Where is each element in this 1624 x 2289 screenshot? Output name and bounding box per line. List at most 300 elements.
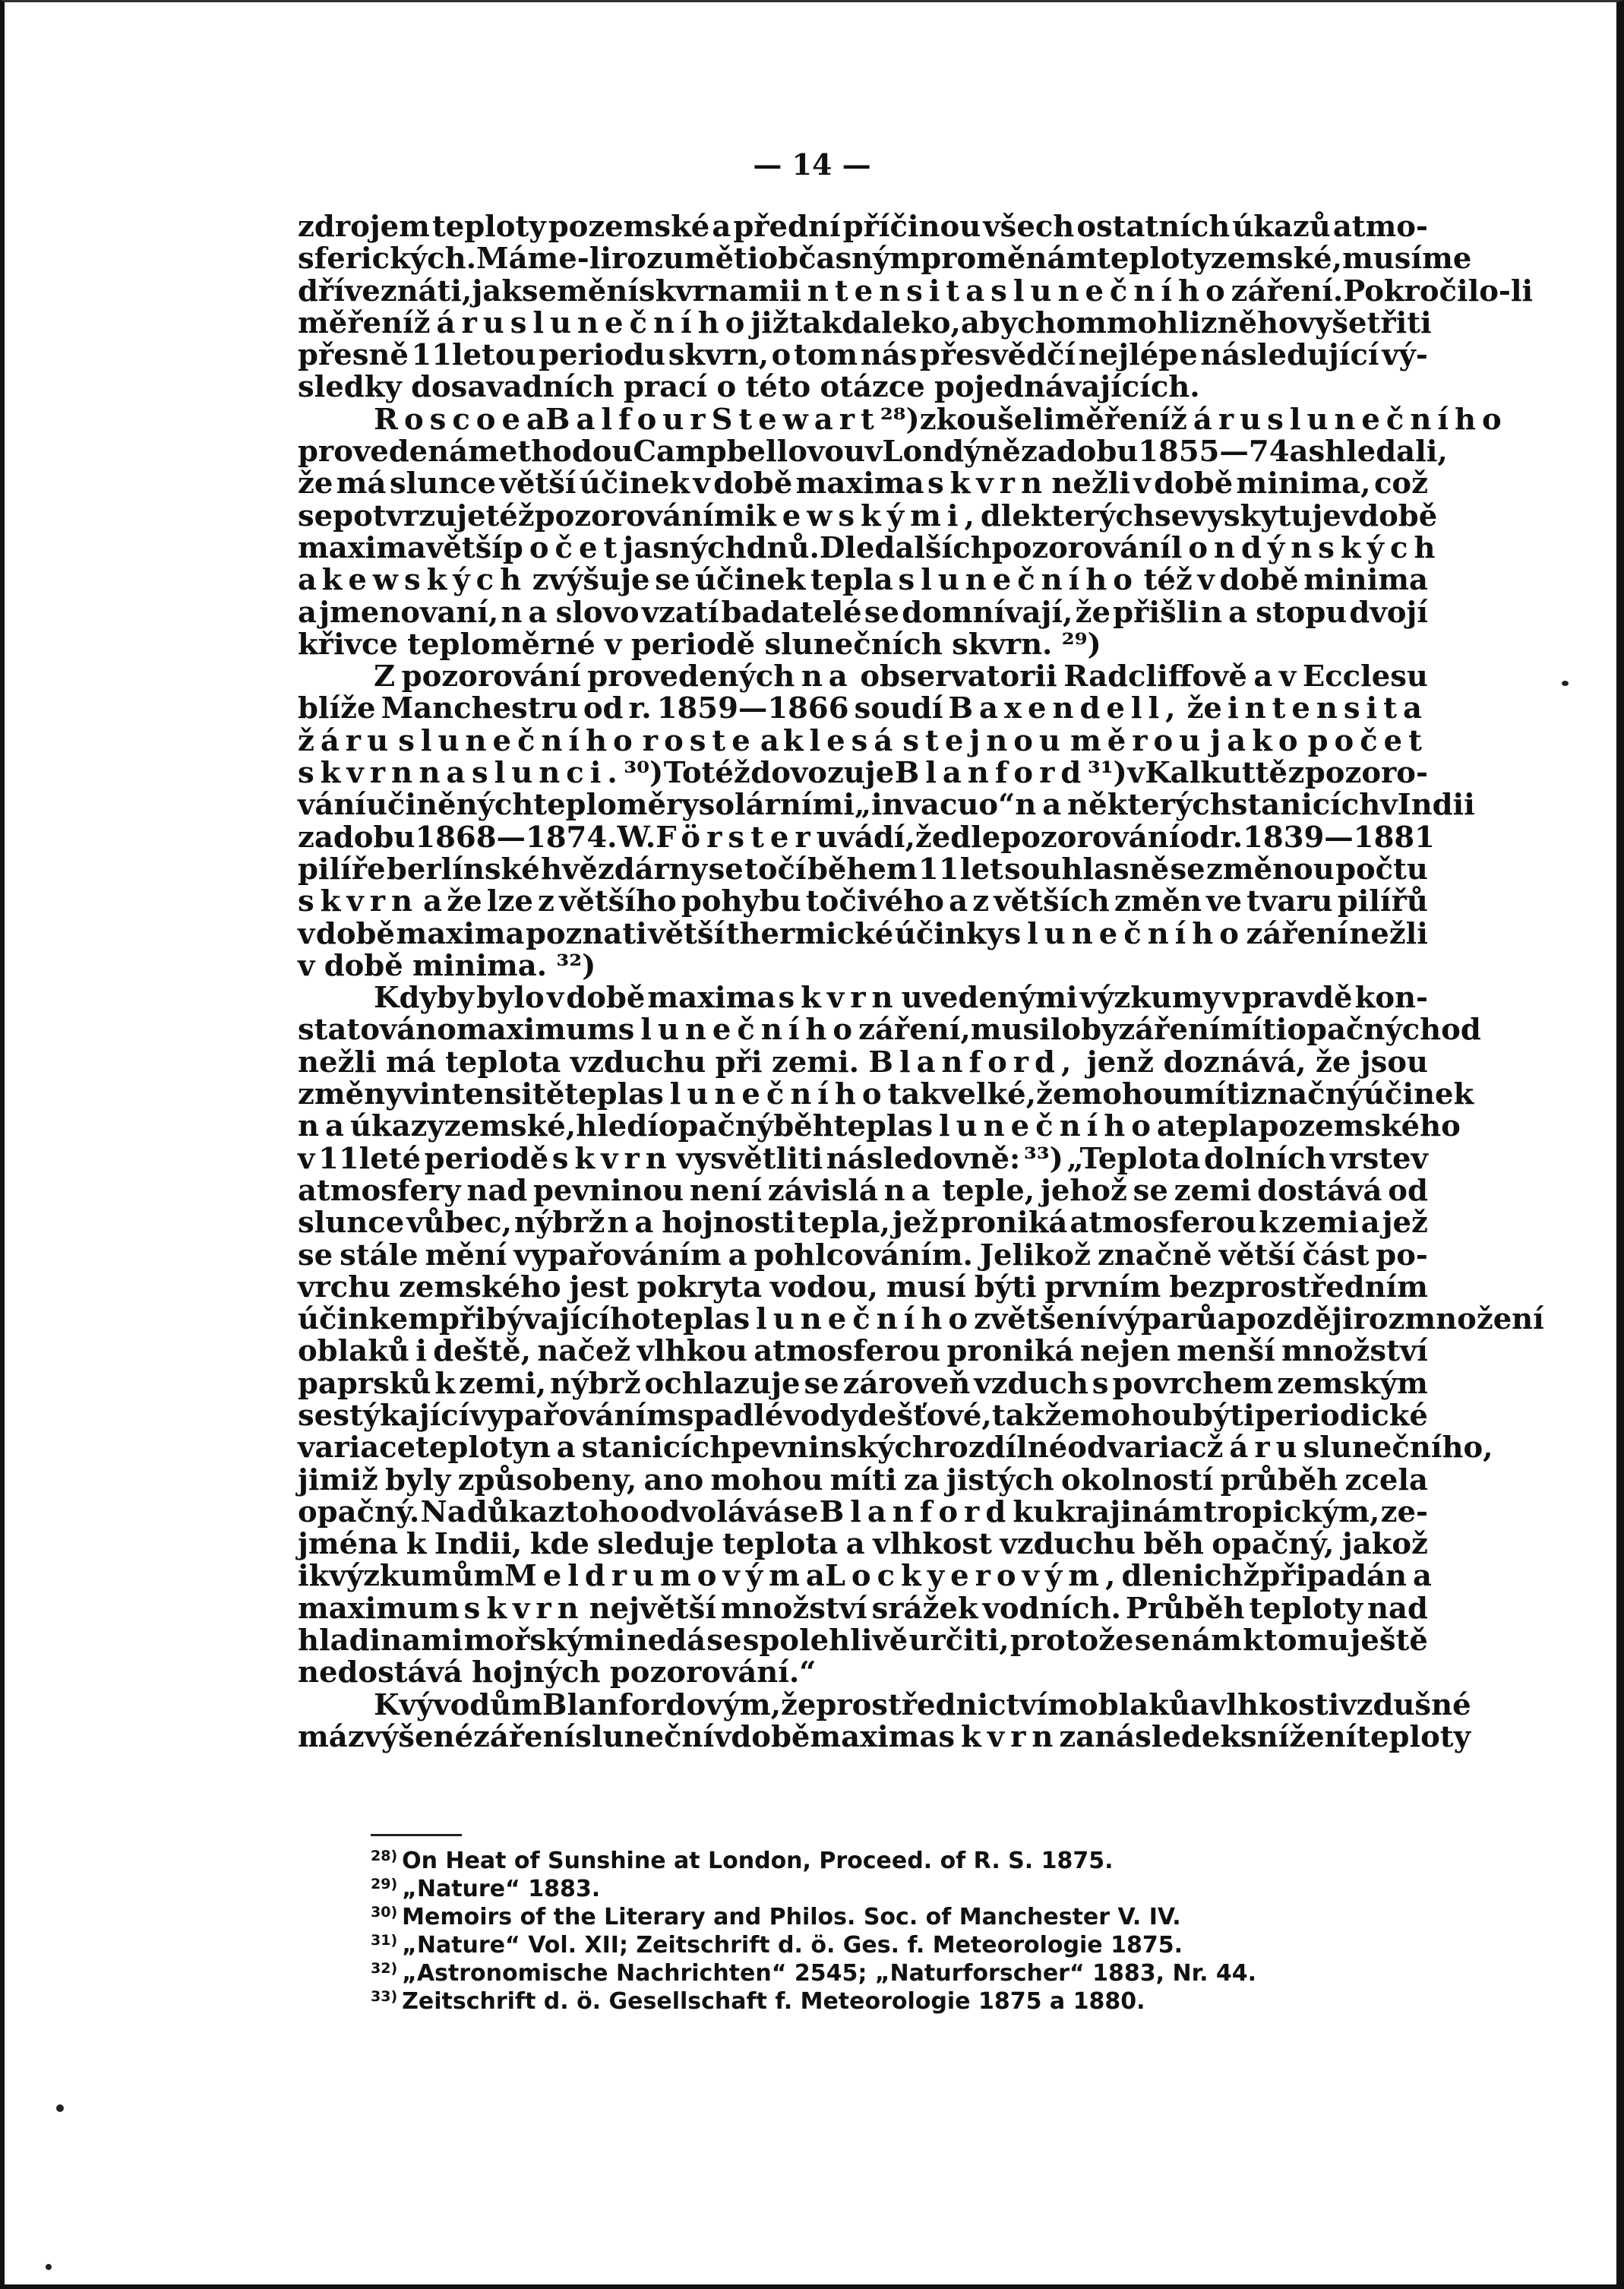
word: záření <box>1118 1013 1221 1048</box>
word: paprsků <box>298 1366 431 1401</box>
scan-speck <box>46 2264 52 2270</box>
word: na <box>1385 1559 1438 1594</box>
word: měření <box>1054 402 1171 437</box>
text-line <box>298 788 1475 823</box>
word: jsou <box>1360 1045 1428 1080</box>
word: teploty <box>1249 1591 1363 1626</box>
word: ³³) <box>1023 1141 1063 1176</box>
word: pilířů <box>1337 884 1428 919</box>
word: tak <box>887 1077 941 1112</box>
word: záření. <box>1231 273 1344 308</box>
word: vacuo“ <box>903 788 1016 823</box>
word: Průběh <box>1125 1591 1245 1626</box>
word: mohou <box>1071 1077 1184 1112</box>
word: žáru <box>298 723 395 758</box>
word: na <box>1201 595 1254 630</box>
word: r. <box>628 691 652 726</box>
word: za <box>1020 435 1057 469</box>
word: dříve <box>298 273 381 308</box>
word: skvrn <box>298 884 419 919</box>
word: dostává <box>1257 1173 1382 1208</box>
word: prostřednictvím <box>816 1687 1079 1722</box>
text-line <box>298 1431 1493 1465</box>
word: nás <box>860 338 918 373</box>
word: variace <box>298 1431 416 1465</box>
word: v <box>546 981 564 1016</box>
word: zemské, <box>1210 242 1343 277</box>
word: vání <box>298 788 366 823</box>
text-line <box>298 1269 1428 1304</box>
word: všech <box>983 210 1075 244</box>
word: výparů <box>1107 1302 1218 1337</box>
word: že <box>447 884 482 919</box>
word: se <box>298 498 333 533</box>
word: zemi. <box>771 1045 860 1080</box>
word: pokryta <box>637 1269 762 1304</box>
word: atmo- <box>1332 210 1428 244</box>
word: Blanford <box>894 756 1088 791</box>
word: následovně: <box>826 1141 1021 1176</box>
word: sferických. <box>298 242 476 277</box>
word: tepla, <box>797 1206 890 1241</box>
text-line <box>298 468 1428 500</box>
word: době <box>1358 498 1438 533</box>
word: dalších <box>874 530 992 565</box>
word: dle <box>980 498 1031 533</box>
word: Ecclesu <box>1302 659 1428 694</box>
word: změnou <box>1205 852 1335 887</box>
word: a <box>526 402 545 437</box>
word: pilíře <box>298 852 386 887</box>
word: míti <box>1183 1077 1251 1112</box>
word: teplota <box>722 1527 839 1562</box>
word: solárními <box>698 788 855 823</box>
word: v <box>1380 788 1398 823</box>
word: se <box>521 273 558 308</box>
text-line <box>298 1719 1471 1754</box>
word: větší <box>648 916 725 951</box>
word: skvrnami <box>638 273 791 308</box>
word: což <box>1373 466 1428 501</box>
word: že <box>298 466 333 501</box>
word: uvádí, <box>816 820 915 855</box>
word: nežli <box>1349 916 1428 951</box>
word: slunečního <box>398 723 639 758</box>
word: slovo <box>555 595 640 630</box>
word: že <box>1315 1045 1351 1080</box>
word: o <box>771 338 791 373</box>
footnote-text: Zeitschrift d. ö. Gesellschaft f. Meteorologie 1875 a 1880. <box>402 1988 1145 2015</box>
word: jehož <box>1040 1173 1127 1208</box>
word: značně <box>1097 1238 1212 1273</box>
word: během <box>807 852 918 887</box>
word: skvrn <box>938 1719 1060 1754</box>
word: vývodům <box>399 1687 542 1722</box>
word: době <box>315 916 395 951</box>
word: zemi, <box>459 1366 547 1401</box>
word: skvrn <box>463 1591 585 1626</box>
word: v <box>693 466 710 501</box>
word: v <box>1197 563 1215 598</box>
word: bezprostředním <box>1169 1269 1428 1304</box>
word: periodě <box>630 627 756 662</box>
word: nad <box>466 1173 528 1208</box>
word: slunečního <box>510 305 751 340</box>
word: nejen <box>1079 1334 1171 1369</box>
footnote <box>371 1929 1358 1957</box>
word: žáru <box>413 305 510 340</box>
word: jenž <box>1086 1045 1155 1080</box>
word: z <box>537 884 554 919</box>
word: vypařováním <box>513 1238 722 1273</box>
word: badatelé <box>721 595 862 630</box>
word: slunečního <box>1004 916 1245 951</box>
body-text <box>298 210 1544 1754</box>
footnote-text: „Nature“ Vol. XII; Zeitschrift d. ö. Ges. f. Meteorologie 1875. <box>402 1932 1183 1959</box>
word: úkazy <box>349 1109 444 1144</box>
word: pozemské <box>548 210 710 244</box>
text-line <box>298 1047 1428 1079</box>
word: dle <box>950 820 1001 855</box>
word: slunečního, <box>1303 1431 1493 1465</box>
word: přišli <box>1113 595 1199 630</box>
word: by <box>1081 1013 1119 1048</box>
word: povrchem <box>1112 1366 1274 1401</box>
word: se <box>298 1238 333 1273</box>
word: vrstev <box>1329 1141 1428 1176</box>
word: zvětšení <box>974 1302 1107 1337</box>
word: Jelikož <box>979 1238 1091 1273</box>
word: pohlcováním. <box>754 1238 973 1273</box>
word: otázce <box>820 370 925 405</box>
word: observatorii <box>860 659 1057 694</box>
word: v <box>1222 981 1240 1016</box>
word: snížení <box>1240 1719 1357 1754</box>
word: kewskými, <box>756 498 981 533</box>
word: sluneční <box>575 1719 715 1754</box>
word: křivce <box>298 627 398 662</box>
word: klesá <box>782 723 899 758</box>
word: statováno <box>298 1013 457 1048</box>
word: periodě <box>424 1141 549 1176</box>
word: stanicích <box>1231 788 1381 823</box>
word: zkoušeli <box>919 402 1055 437</box>
word: slunečních <box>764 627 943 662</box>
word: krajinám <box>1055 1494 1203 1529</box>
word: množství <box>1281 1334 1428 1369</box>
text-line <box>298 1240 1428 1272</box>
word: srážek <box>871 1591 978 1626</box>
word: opačný. <box>298 1494 420 1529</box>
word: teple, <box>942 1173 1035 1208</box>
word: a <box>1156 1109 1176 1144</box>
word: ano <box>643 1462 704 1497</box>
word: Manchestru <box>381 691 578 726</box>
word: se <box>655 563 690 598</box>
word: vlhkost <box>873 1527 992 1562</box>
word: a <box>1360 1206 1380 1241</box>
word: za <box>298 820 333 855</box>
word: skvrn, <box>668 338 769 373</box>
word: hojnosti <box>662 1206 795 1241</box>
word: větší <box>499 466 577 501</box>
word: závislá <box>767 1173 878 1208</box>
word: ve <box>1206 884 1242 919</box>
word: a <box>760 723 779 758</box>
word: též <box>485 498 535 533</box>
word: roste <box>642 723 757 758</box>
word: následek <box>1095 1719 1240 1754</box>
word: teploty <box>415 1431 529 1465</box>
word: se <box>1133 1173 1168 1208</box>
word: teploty <box>1357 1719 1471 1754</box>
text-line <box>298 1657 1428 1689</box>
word: 1839—1881 <box>1243 820 1435 855</box>
text-line <box>298 723 1428 758</box>
word: větších <box>994 884 1110 919</box>
text-line <box>298 1462 1428 1497</box>
word: vzduchu <box>1000 1527 1136 1562</box>
word: sleduje <box>597 1527 715 1562</box>
word: maxima <box>298 530 426 565</box>
word: se <box>804 1366 839 1401</box>
word: skvrn <box>778 981 899 1016</box>
word: Campbellovou <box>633 435 866 469</box>
word: jimiž <box>298 1462 378 1497</box>
word: pozorování <box>991 530 1171 565</box>
text-line <box>298 564 1428 596</box>
word: z <box>1200 305 1218 340</box>
text-line <box>298 1494 1428 1529</box>
word: má <box>386 1045 436 1080</box>
word: o <box>716 370 737 405</box>
word: později <box>1236 1302 1354 1337</box>
footnote-mark: 28) <box>371 1848 398 1864</box>
word: Indii, <box>434 1527 523 1562</box>
word: při <box>715 1045 763 1080</box>
word: teploměrné <box>407 627 596 662</box>
word: hojných <box>472 1655 601 1690</box>
scan-speck <box>56 2104 64 2112</box>
footnote <box>371 1901 1358 1929</box>
word: ²⁸) <box>880 402 920 437</box>
word: načež <box>537 1334 631 1369</box>
word: k <box>406 1527 427 1562</box>
word: běh <box>1143 1527 1204 1562</box>
word: větší <box>425 530 503 565</box>
word: musilo <box>970 1013 1082 1048</box>
footnote <box>371 1985 1358 2013</box>
word: W. <box>617 820 656 855</box>
word: oblaků <box>1079 1687 1190 1722</box>
word: část <box>1302 1238 1370 1273</box>
word: zdrojem <box>298 210 430 244</box>
word: sledky <box>298 370 402 405</box>
word: pozoro- <box>1304 756 1428 791</box>
word: pozorování <box>401 659 581 694</box>
word: maxima <box>396 916 525 951</box>
text-line <box>298 918 1428 950</box>
word: zemi <box>1174 1173 1252 1208</box>
word: Lockyerovým, <box>824 1559 1122 1594</box>
word: době <box>713 466 793 501</box>
word: dolních <box>1204 1141 1327 1176</box>
text-line <box>298 982 1428 1014</box>
word: této <box>745 370 811 405</box>
word: v <box>1127 756 1145 791</box>
word: způsobeny, <box>457 1462 637 1497</box>
scan-speck <box>1562 681 1569 686</box>
word: odvolává <box>640 1494 783 1529</box>
text-line <box>298 1400 1428 1432</box>
word: nýbrž <box>550 1366 641 1401</box>
footnote-divider <box>371 1834 462 1836</box>
word: zemského <box>399 1269 561 1304</box>
word: proniká <box>940 1206 1068 1241</box>
word: vzdušné <box>1339 1687 1471 1722</box>
word: zemi <box>1281 1206 1359 1241</box>
word: tepla <box>833 1109 917 1144</box>
word: že <box>781 1687 817 1722</box>
word: vypařováním <box>469 1398 678 1433</box>
word: menší <box>1177 1334 1275 1369</box>
word: blíže <box>298 691 376 726</box>
footnote-mark: 33) <box>371 1988 398 2005</box>
word: není <box>689 1173 762 1208</box>
word: pozorování <box>1000 820 1180 855</box>
text-line <box>298 1368 1428 1400</box>
word: jest <box>569 1269 629 1304</box>
word: v <box>1341 498 1359 533</box>
text-line <box>298 1593 1428 1625</box>
word: vlhkosti <box>1209 1687 1340 1722</box>
word: účinkem <box>298 1302 439 1337</box>
word: Pokročilo-li <box>1343 273 1534 308</box>
word: atmosfery <box>298 1173 461 1208</box>
word: většího <box>559 884 677 919</box>
word: vůbec, <box>406 1206 512 1241</box>
word: od <box>583 691 624 726</box>
word: k <box>308 1559 330 1594</box>
word: variac <box>1107 1431 1207 1465</box>
word: pozorováními <box>534 498 757 533</box>
word: pozemského <box>1258 1109 1461 1144</box>
word: dešťové, <box>857 1398 992 1433</box>
word: větší <box>1218 1238 1296 1273</box>
word: zcela <box>1344 1462 1428 1497</box>
word: vzduchu <box>570 1045 706 1080</box>
text-line <box>298 757 1428 789</box>
text-line <box>298 1302 1544 1337</box>
word: na <box>1015 788 1068 823</box>
word: opačný, <box>1212 1527 1335 1562</box>
word: příčinou <box>842 210 981 244</box>
word: Kalkuttě <box>1145 756 1288 791</box>
word: zároveň <box>842 1366 971 1401</box>
word: skvrn <box>298 756 419 791</box>
word: zemským <box>1277 1366 1428 1401</box>
text-line <box>298 1013 1481 1048</box>
word: úkazů <box>1232 210 1331 244</box>
word: něho <box>1217 305 1298 340</box>
word: době <box>324 948 403 983</box>
word: musíme <box>1342 242 1472 277</box>
word: rozuměti <box>611 242 759 277</box>
word: a <box>949 884 968 919</box>
word: a <box>298 595 317 630</box>
word: Radcliffově <box>1063 659 1247 694</box>
word: na <box>801 659 854 694</box>
word: maximum <box>298 1591 460 1626</box>
text-line <box>298 1077 1474 1112</box>
word: hvězdárny <box>541 852 708 887</box>
word: skvrn <box>551 1141 673 1176</box>
word: mořskými <box>463 1623 626 1658</box>
word: lze <box>486 884 533 919</box>
word: záření <box>1246 916 1348 951</box>
word: z <box>1288 756 1305 791</box>
word: skvrn <box>927 466 1048 501</box>
word: jako <box>1210 723 1304 758</box>
word: toho <box>565 1494 640 1529</box>
word: byly <box>385 1462 451 1497</box>
word: oblaků <box>298 1334 409 1369</box>
word: v <box>1278 659 1297 694</box>
word: určiti, <box>908 1623 1009 1658</box>
text-line <box>298 530 1442 565</box>
word: londýnských <box>1171 530 1442 565</box>
word: tak <box>991 1398 1045 1433</box>
word: slunečního <box>898 563 1139 598</box>
word: a <box>1217 1302 1237 1337</box>
word: na <box>501 595 554 630</box>
word: hladinami <box>298 1623 463 1658</box>
word: znáti, <box>380 273 472 308</box>
word: okolností <box>1060 1462 1214 1497</box>
word: dvojí <box>1349 595 1428 630</box>
word: průběh <box>1220 1462 1338 1497</box>
text-line <box>298 1625 1428 1657</box>
footnote-text: Memoirs of the Literary and Philos. Soc. of Manchester V. IV. <box>402 1904 1181 1930</box>
word: účinek <box>579 466 690 501</box>
word: stopu <box>1256 595 1348 630</box>
word: uvedenými <box>901 981 1078 1016</box>
word: se <box>708 852 744 887</box>
word: dobu <box>333 820 415 855</box>
word: žáru <box>1171 402 1268 437</box>
word: učiněných <box>365 788 534 823</box>
word: dosavadních <box>411 370 615 405</box>
word: kde <box>529 1527 589 1562</box>
word: dovozuje <box>750 756 895 791</box>
word: kon- <box>1354 981 1428 1016</box>
word: se <box>298 1398 333 1433</box>
word: době <box>1154 466 1234 501</box>
word: na <box>298 1109 350 1144</box>
word: nad <box>1367 1591 1428 1626</box>
word: se <box>1134 1623 1170 1658</box>
word: býti <box>974 1269 1037 1304</box>
word: měrou <box>1070 723 1207 758</box>
word: na <box>529 1431 582 1465</box>
word: přední <box>733 210 841 244</box>
word: některých <box>1067 788 1231 823</box>
word: prvním <box>1044 1269 1161 1304</box>
text-line <box>298 1687 1471 1722</box>
word: tepla <box>650 1302 734 1337</box>
word: teploty <box>431 210 546 244</box>
word: teploty <box>1097 242 1211 277</box>
